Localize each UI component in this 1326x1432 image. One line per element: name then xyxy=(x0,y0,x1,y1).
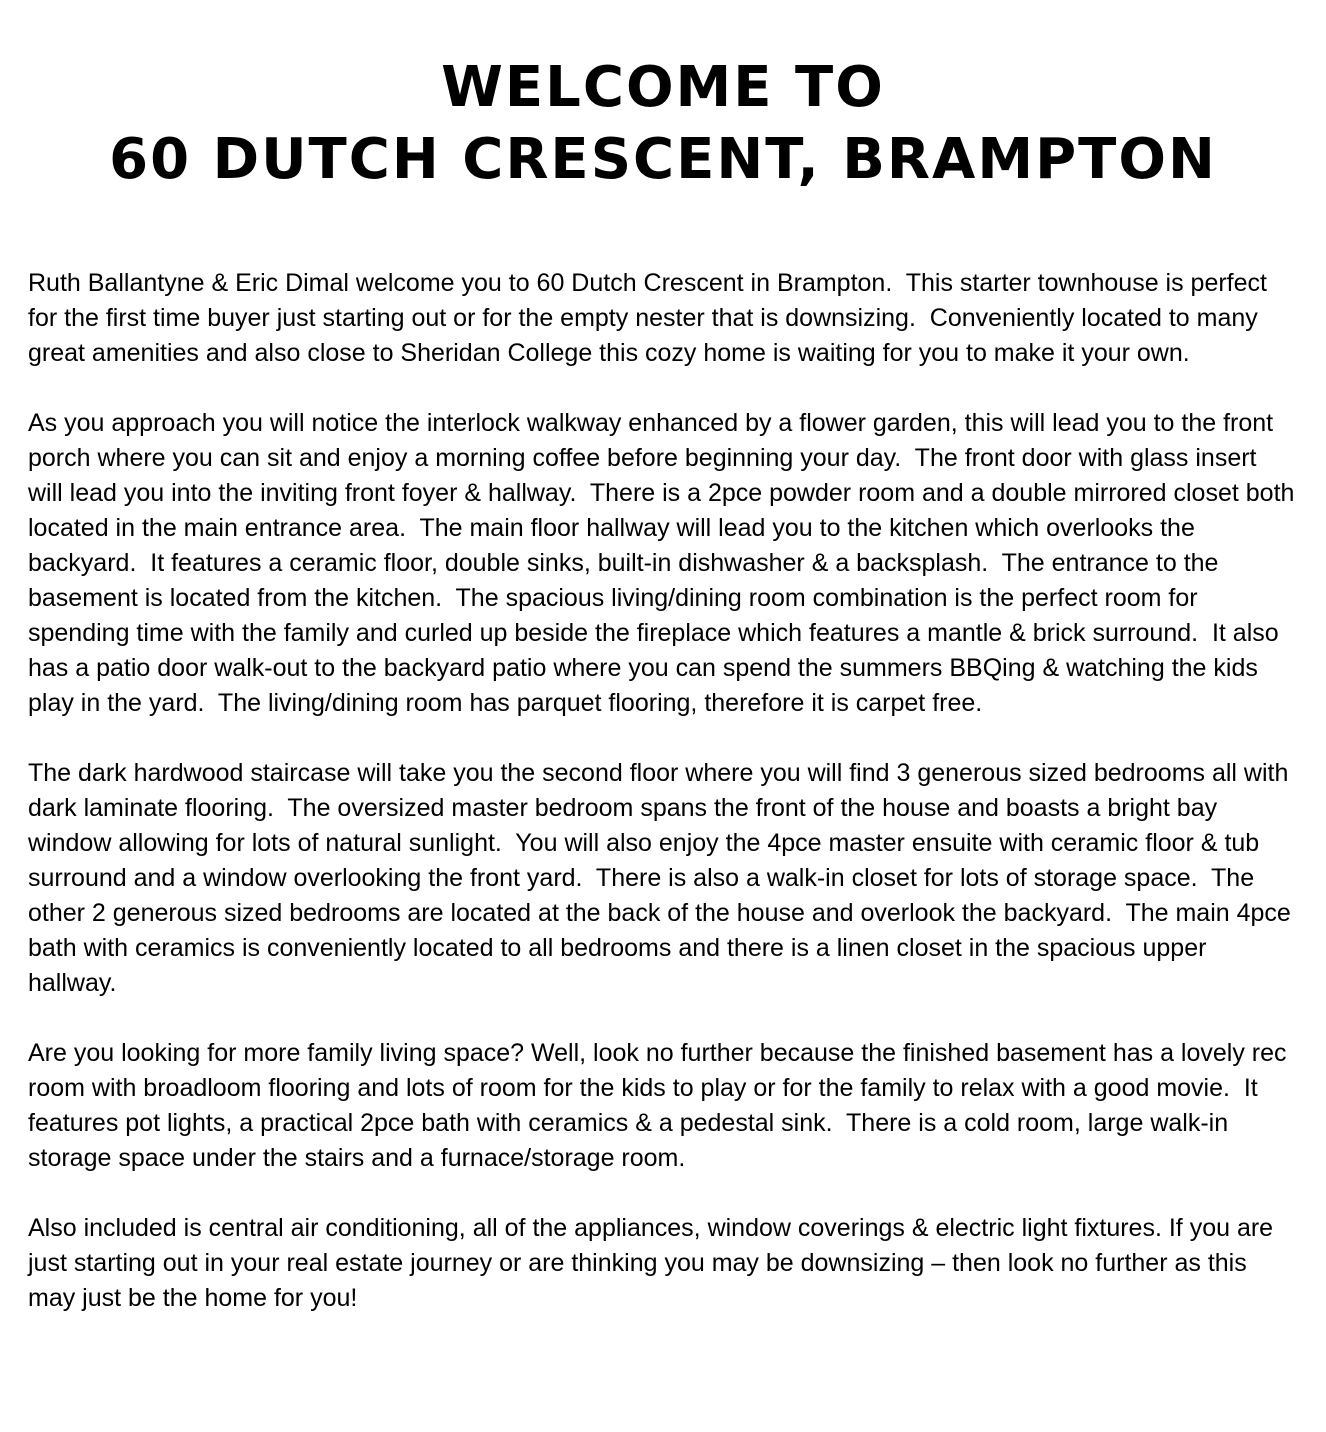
paragraph-intro: Ruth Ballantyne & Eric Dimal welcome you to 60 Dutch Crescent in Brampton. This starter townhouse is perfect for the first time buyer just starting out or for the empty nester that is downsizing. Conveniently located to many great amenities and also close to Sheridan College this cozy home is waiting for you to make it your own. xyxy=(28,269,1274,367)
paragraph-main-floor: As you approach you will notice the interlock walkway enhanced by a flower garden, this will lead you to the front porch where you can sit and enjoy a morning coffee before beginning your day. The front door with glass insert will lead you into the inviting front foyer & hallway. There is a 2pce powder room and a double mirrored closet both located in the main entrance area. The main floor hallway will lead you to the kitchen which overlooks the backyard. It features a ceramic floor, double sinks, built-in dishwasher & a backsplash. The entrance to the basement is located from the kitchen. The spacious living/dining room combination is the perfect room for spending time with the family and curled up beside the fireplace which features a mantle & brick surround. It also has a patio door walk-out to the backyard patio where you can spend the summers BBQing & watching the kids play in the yard. The living/dining room has parquet flooring, therefore it is carpet free. xyxy=(28,409,1302,717)
listing-description xyxy=(28,266,1302,1351)
paragraph-basement: Are you looking for more family living space? Well, look no further because the finished basement has a lovely rec room with broadloom flooring and lots of room for the kids to play or for the family to relax with a good movie. It features pot lights, a practical 2pce bath with ceramics & a pedestal sink. There is a cold room, large walk-in storage space under the stairs and a furnace/storage room. xyxy=(28,1039,1294,1172)
title-line-1: WELCOME TO xyxy=(441,55,885,120)
title-line-2: 60 DUTCH CRESCENT, BRAMPTON xyxy=(109,127,1217,192)
page-title xyxy=(28,52,1298,196)
paragraph-second-floor: The dark hardwood staircase will take you the second floor where you will find 3 generous sized bedrooms all with dark laminate flooring. The oversized master bedroom spans the front of the house and boasts a bright bay window allowing for lots of natural sunlight. You will also enjoy the 4pce master ensuite with ceramic floor & tub surround and a window overlooking the front yard. There is also a walk-in closet for lots of storage space. The other 2 generous sized bedrooms are located at the back of the house and overlook the backyard. The main 4pce bath with ceramics is conveniently located to all bedrooms and there is a linen closet in the spacious upper hallway. xyxy=(28,759,1298,997)
paragraph-inclusions: Also included is central air conditioning, all of the appliances, window coverings & electric light fixtures. If you are just starting out in your real estate journey or are thinking you may be downsizing – then look no further as this may just be the home for you! xyxy=(28,1214,1281,1312)
